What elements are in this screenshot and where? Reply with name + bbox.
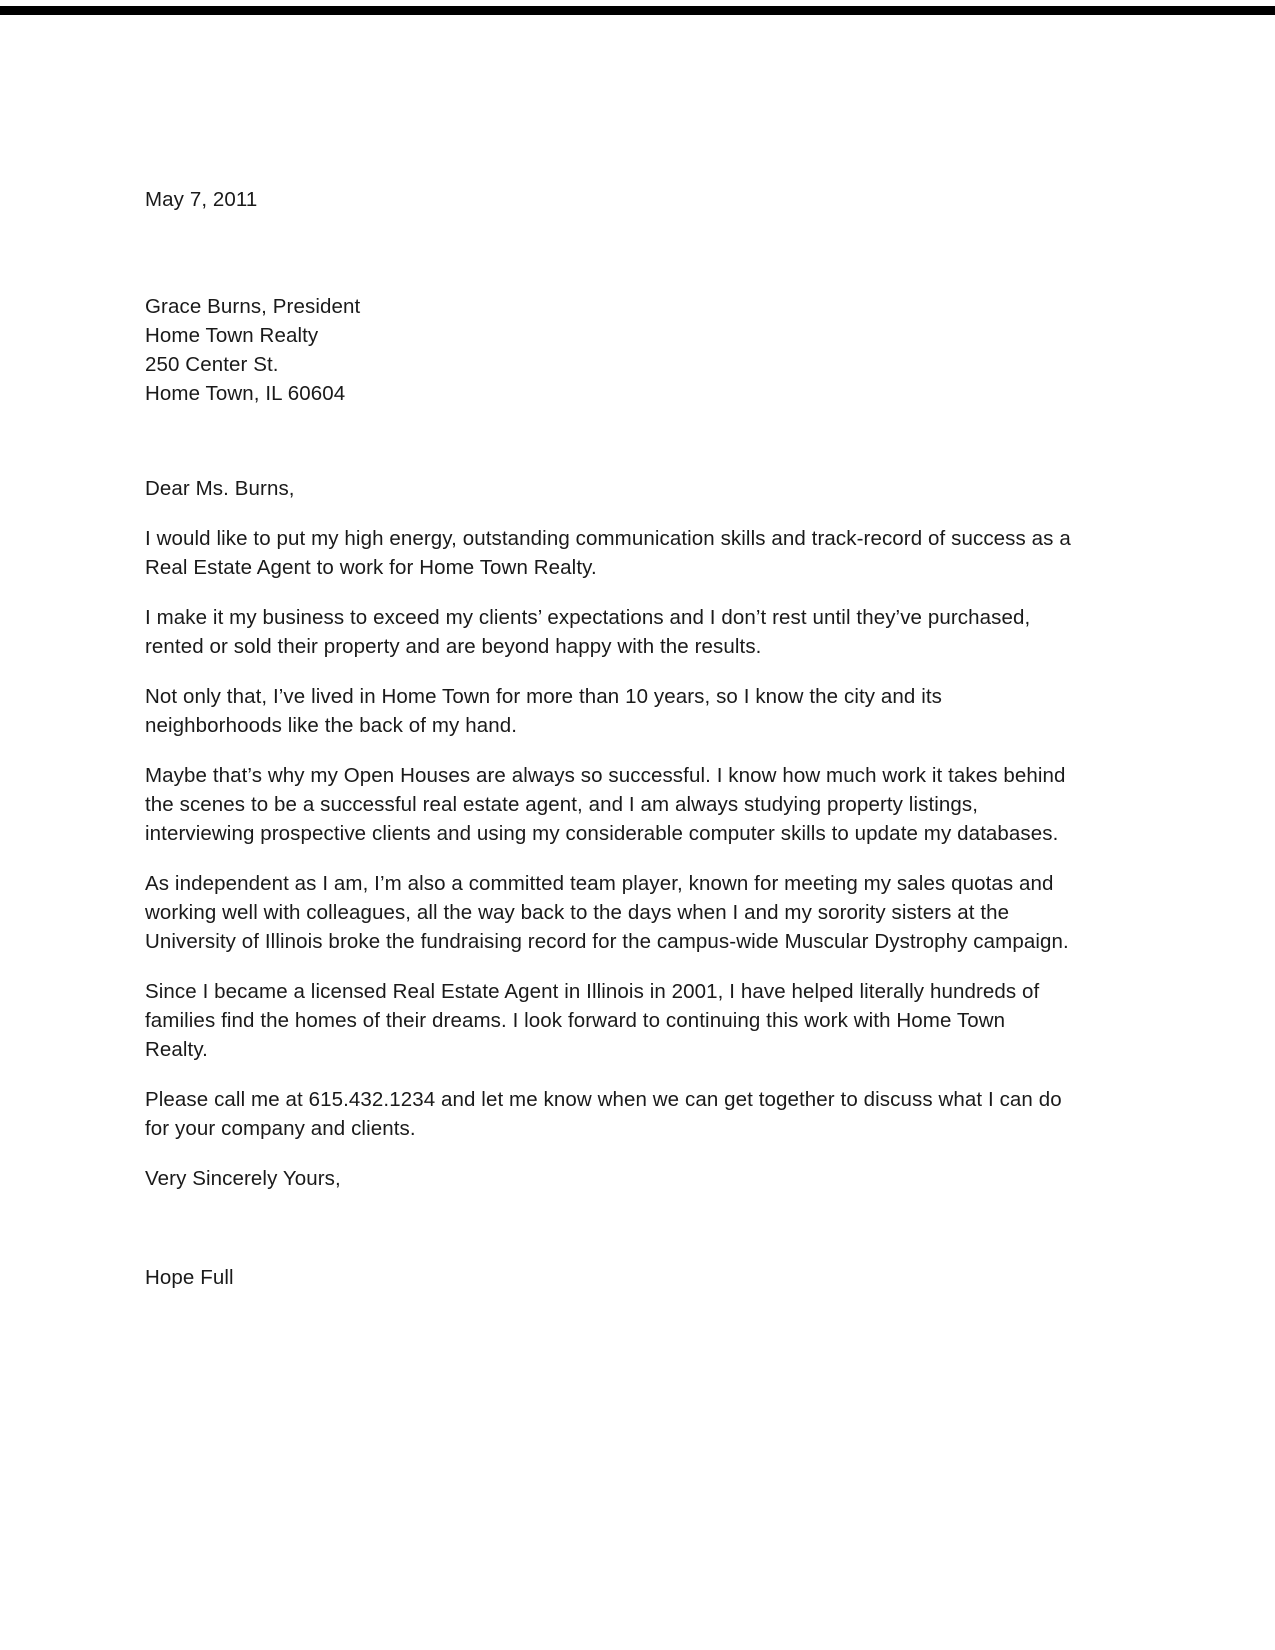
body-paragraph-7: Please call me at 615.432.1234 and let me know when we can get together to discuss what I can do for your company and clients. — [145, 1088, 1062, 1140]
top-border-bar — [0, 6, 1275, 15]
recipient-name: Grace Burns, President — [145, 295, 361, 318]
salutation: Dear Ms. Burns, — [145, 477, 295, 500]
body-paragraph-5: As independent as I am, I’m also a committed team player, known for meeting my sales quotas and working well with colleagues, all the way back to the days when I and my sorority sisters at the University of Illinois broke the fundraising record for the campus-wide Muscular Dystrophy campaign. — [145, 872, 1069, 953]
signature: Hope Full — [145, 1266, 234, 1289]
letter-date: May 7, 2011 — [145, 188, 258, 211]
recipient-block — [145, 292, 1073, 408]
body-paragraph-6: Since I became a licensed Real Estate Agent in Illinois in 2001, I have helped literally hundreds of families find the homes of their dreams. I look forward to continuing this work with Home Town Realty. — [145, 980, 1040, 1061]
closing: Very Sincerely Yours, — [145, 1167, 341, 1190]
recipient-city: Home Town, IL 60604 — [145, 382, 346, 405]
recipient-street: 250 Center St. — [145, 353, 279, 376]
recipient-company: Home Town Realty — [145, 324, 319, 347]
body-paragraph-1: I would like to put my high energy, outstanding communication skills and track-record of success as a Real Estate Agent to work for Home Town Realty. — [145, 527, 1071, 579]
body-paragraph-2: I make it my business to exceed my clients’ expectations and I don’t rest until they’ve purchased, rented or sold their property and are beyond happy with the results. — [145, 606, 1031, 658]
body-paragraph-4: Maybe that’s why my Open Houses are always so successful. I know how much work it takes behind the scenes to be a successful real estate agent, and I am always studying property listings, interviewing prospective clients and using my considerable computer skills to update my databases. — [145, 764, 1066, 845]
body-paragraph-3: Not only that, I’ve lived in Home Town for more than 10 years, so I know the city and its neighborhoods like the back of my hand. — [145, 685, 943, 737]
letter-content — [145, 185, 1073, 1292]
